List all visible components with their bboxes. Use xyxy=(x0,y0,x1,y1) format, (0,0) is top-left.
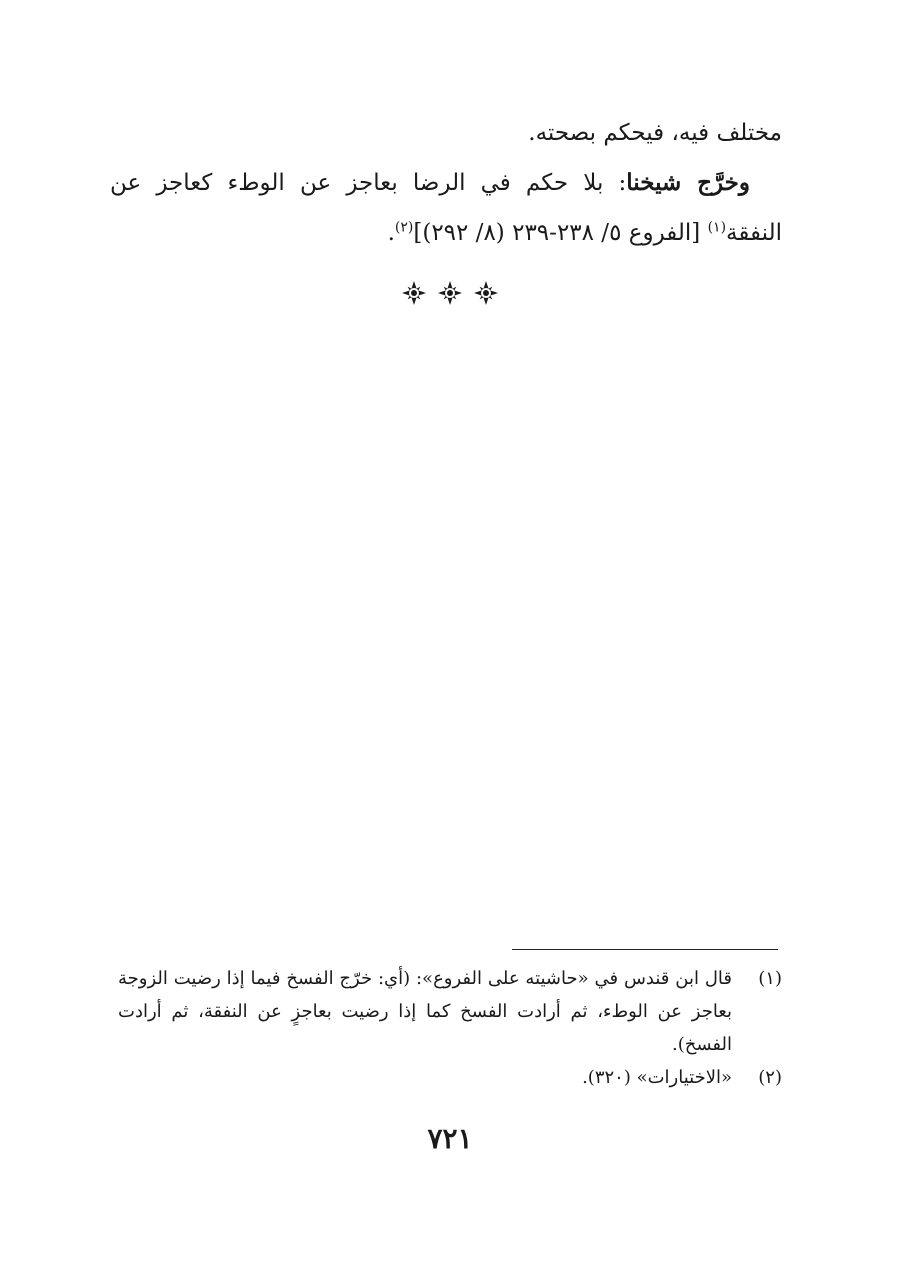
footnote-2 xyxy=(118,1061,782,1094)
eight-point-rosette-icon xyxy=(437,280,463,306)
footnote-text: قال ابن قندس في «حاشيته على الفروع»: (أي: خرّج الفسخ فيما إذا رضيت الزوجة بعاجز عن الوطء، ثم أرادت الفسخ كما إذا رضيت بعاجزٍ عن النفقة، ثم أرادت الفسخ). xyxy=(118,968,732,1055)
footnote-ref-1[interactable]: (١) xyxy=(707,219,727,236)
text-line-1: مختلف فيه، فيحكم بصحته. xyxy=(528,120,782,146)
eight-point-rosette-icon xyxy=(473,280,499,306)
paragraph-2-end: . xyxy=(387,220,395,246)
page-number: ٧٢١ xyxy=(427,1122,473,1155)
eight-point-rosette-icon xyxy=(401,280,427,306)
footnote-separator-rule xyxy=(512,949,778,950)
section-divider-ornaments xyxy=(0,280,900,306)
footnote-number: (٢) xyxy=(758,1067,782,1088)
bold-lead-phrase: وخرَّج شيخنا xyxy=(626,169,750,196)
footnotes xyxy=(118,962,782,1094)
footnote-1 xyxy=(118,962,782,1061)
footnote-number: (١) xyxy=(758,968,782,989)
paragraph-2-text: : بلا حكم في الرضا بعاجز عن الوطء كعاجز عن النفقة xyxy=(110,170,782,246)
paragraph-2 xyxy=(110,158,782,258)
footnote-ref-2[interactable]: (٢) xyxy=(394,219,414,236)
footnote-text: «الاختيارات» (٣٢٠). xyxy=(582,1067,732,1088)
main-text xyxy=(110,108,782,258)
citation: [الفروع ٥/ ٢٣٨-٢٣٩ (٨/ ٢٩٢)] xyxy=(413,220,708,246)
